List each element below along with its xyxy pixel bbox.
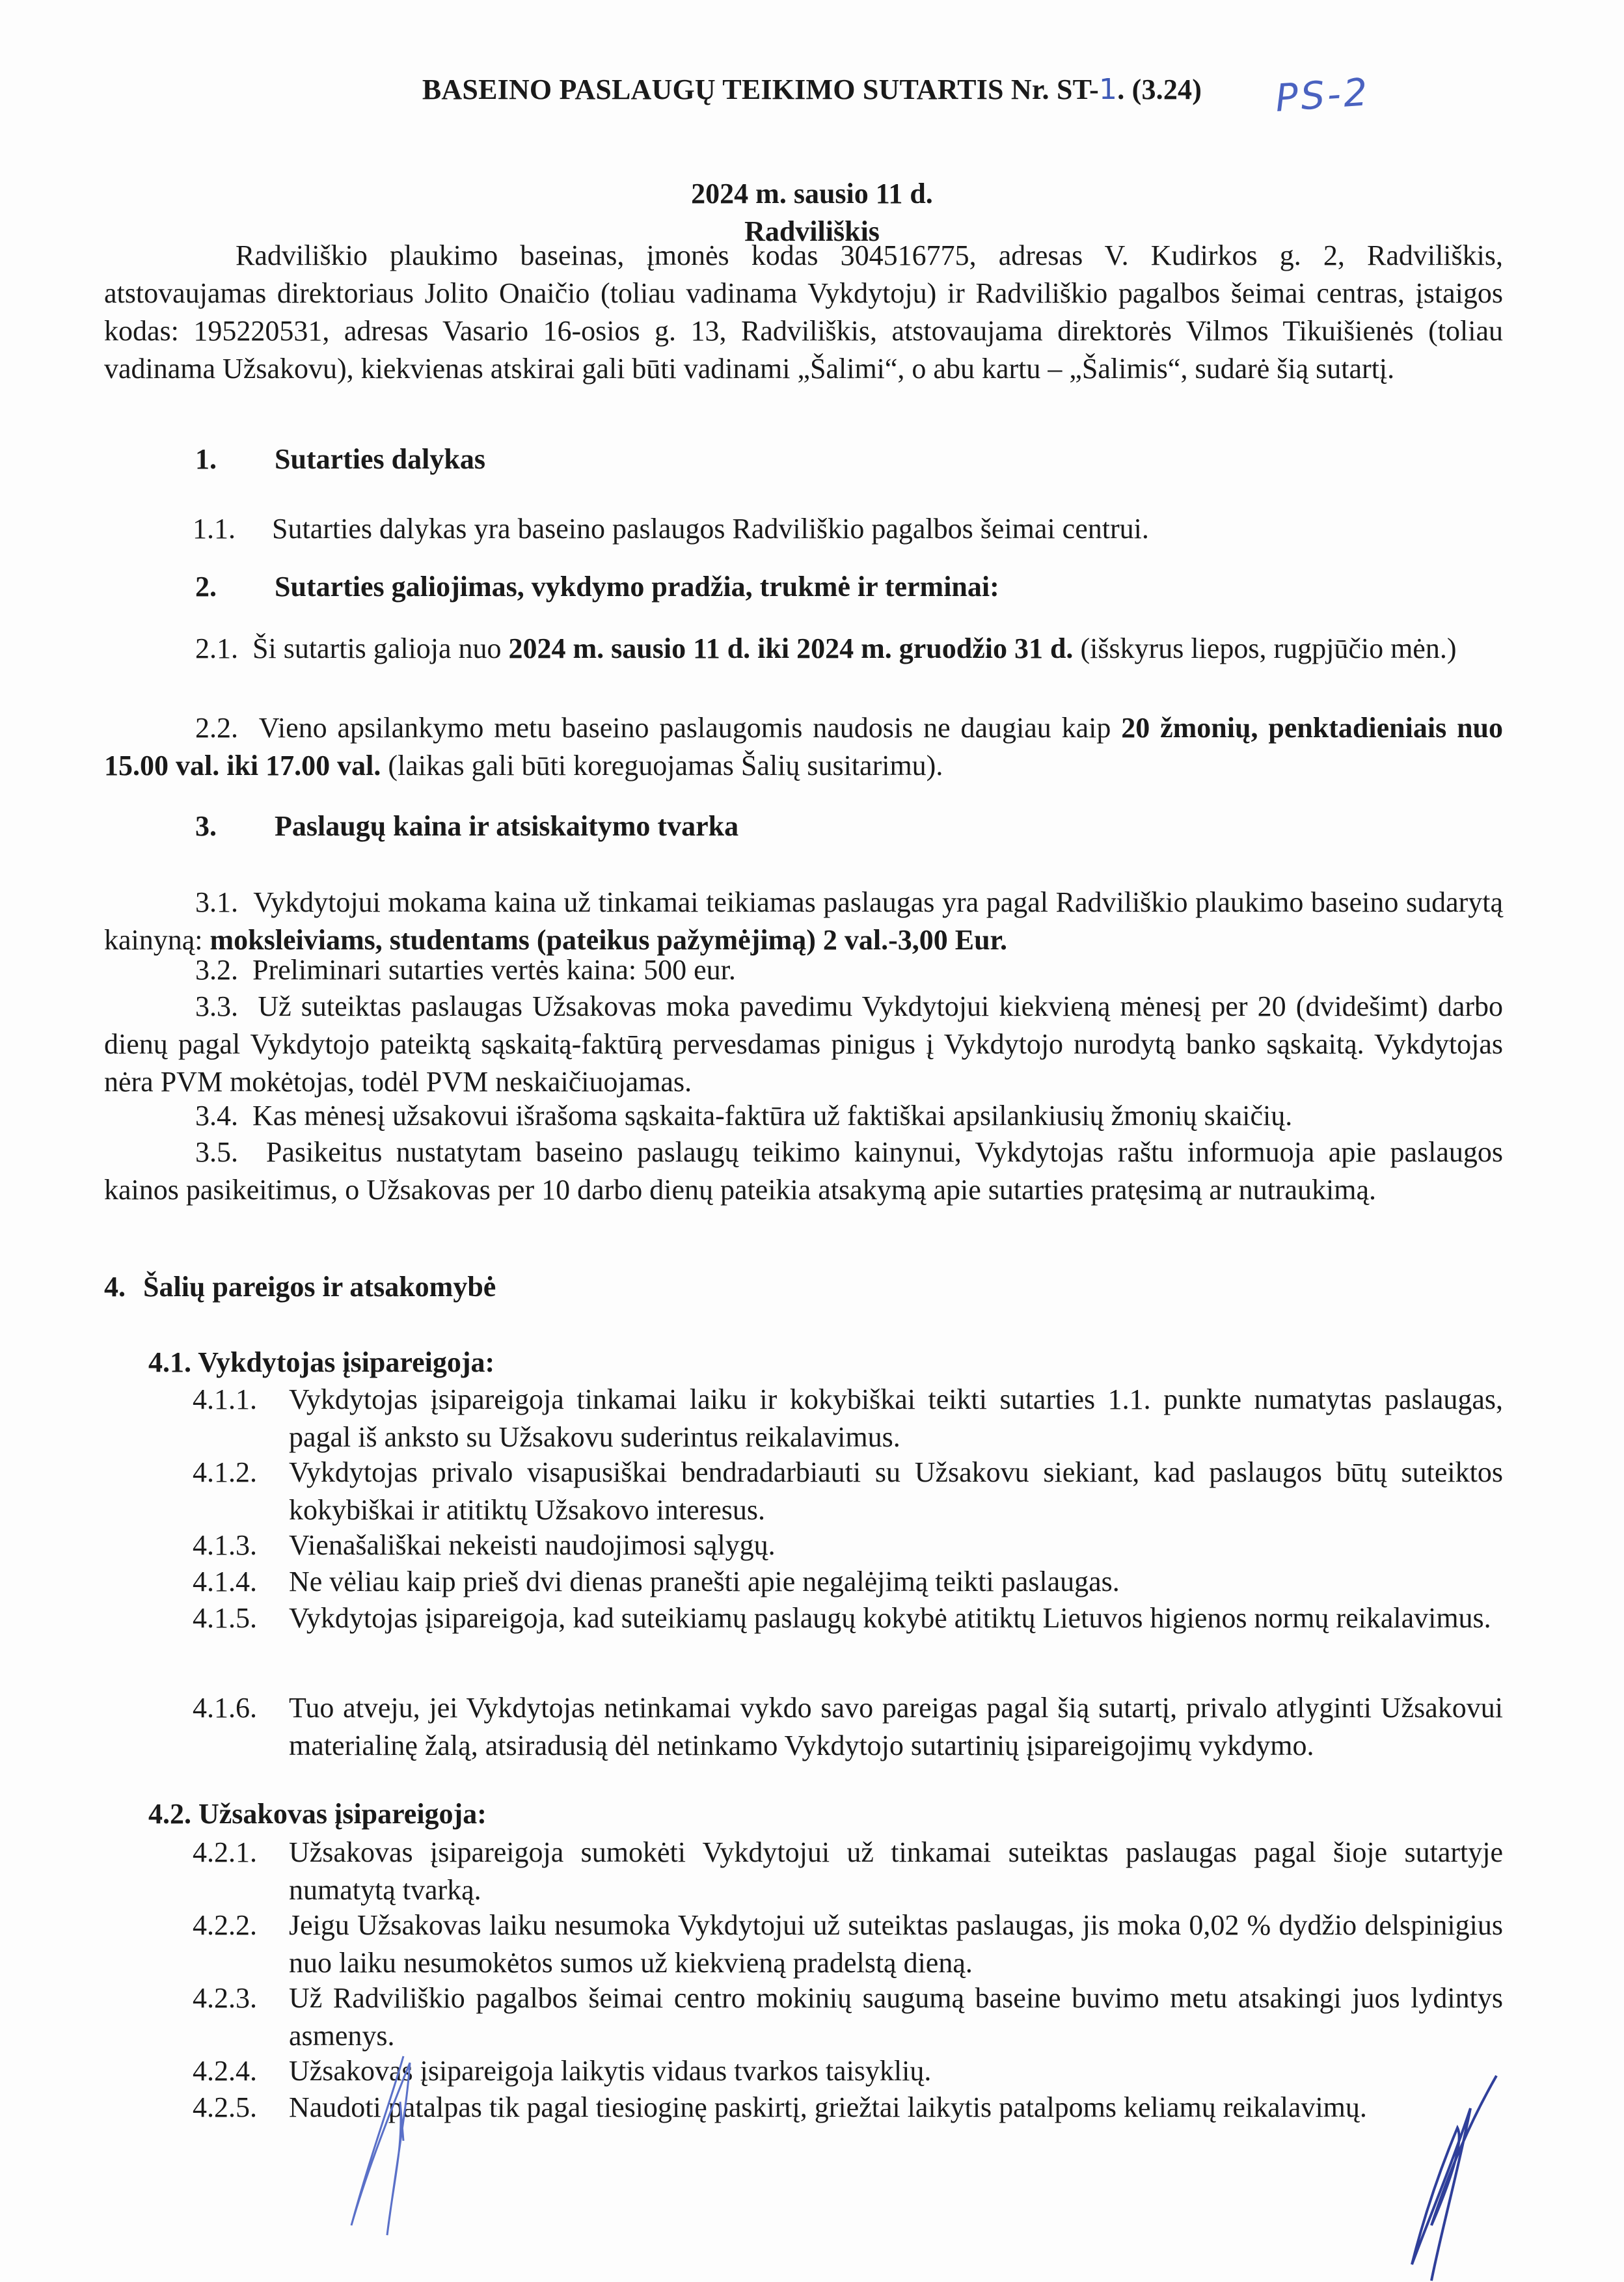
- clause-number: 4.2.5.: [193, 2091, 257, 2123]
- section-title: Paslaugų kaina ir atsiskaitymo tvarka: [275, 810, 739, 842]
- clause-4-1-4: [193, 1563, 1503, 1601]
- clause-text: Pasikeitus nustatytam baseino paslaugų teikimo kainynui, Vykdytojas raštu informuoja apie paslaugos kainos pasikeitimus, o Užsakovas per 10 darbo dienų pateikia atsakymą apie sutarties pratęsimą ar nutraukimą.: [104, 1136, 1504, 1206]
- clause-number: 4.2.2.: [193, 1909, 257, 1941]
- clause-number: 1.1.: [193, 513, 236, 545]
- clause-2-2: [104, 709, 1503, 785]
- clause-4-2-2: [193, 1907, 1503, 1982]
- price-rate: moksleiviams, studentams (pateikus pažymėjimą) 2 val.-3,00 Eur.: [210, 924, 1008, 956]
- section-2-heading: [195, 570, 999, 603]
- section-number: 4.: [104, 1271, 126, 1303]
- clause-text: Vykdytojas privalo visapusiškai bendradarbiauti su Užsakovu siekiant, kad paslaugos būtų suteiktos kokybiškai ir atitiktų Užsakovo interesus.: [289, 1456, 1503, 1526]
- handwritten-note: PS-2: [1273, 70, 1372, 120]
- document-city: Radviliškis: [744, 215, 880, 247]
- clause-text: Vienašališkai nekeisti naudojimosi sąlygų.: [289, 1529, 776, 1561]
- clause-number: 4.1.3.: [193, 1529, 257, 1561]
- clause-4-2-5: [193, 2089, 1503, 2126]
- section-number: 3.: [195, 810, 217, 842]
- clause-3-3: [104, 988, 1503, 1101]
- clause-3-1: [104, 884, 1503, 959]
- section-3-heading: [195, 809, 738, 843]
- clause-number: 4.2.4.: [193, 2055, 257, 2087]
- subsection-4-2-heading: 4.2. Užsakovas įsipareigoja:: [148, 1798, 487, 1830]
- visit-limit: 20 žmonių, penktadieniais nuo 15.00 val. iki 17.00 val.: [104, 712, 1504, 781]
- clause-number: 3.1.: [195, 886, 238, 918]
- clause-text: Užsakovas įsipareigoja sumokėti Vykdytojui už tinkamai suteiktas paslaugas pagal šioje sutartyje numatytą tvarką.: [289, 1836, 1503, 1906]
- clause-text: Užsakovas įsipareigoja laikytis vidaus tvarkos taisyklių.: [289, 2055, 932, 2087]
- clause-number: 4.2.3.: [193, 1982, 257, 2014]
- clause-2-1: [104, 630, 1503, 668]
- clause-4-1-1: [193, 1381, 1503, 1456]
- clause-number: 4.2.1.: [193, 1836, 257, 1868]
- clause-text: Ši sutartis galioja nuo: [252, 632, 509, 664]
- clause-number: 3.3.: [195, 990, 238, 1022]
- section-number: 2.: [195, 571, 217, 603]
- clause-text: Kas mėnesį užsakovui išrašoma sąskaita-faktūra už faktiškai apsilankiusių žmonių skaičių.: [252, 1100, 1293, 1132]
- clause-3-4: [104, 1097, 1503, 1135]
- section-title: Sutarties galiojimas, vykdymo pradžia, trukmė ir terminai:: [275, 571, 999, 603]
- clause-4-1-2: [193, 1454, 1503, 1529]
- title-suffix: . (3.24): [1117, 74, 1202, 105]
- subsection-4-1-heading: 4.1. Vykdytojas įsipareigoja:: [148, 1346, 495, 1378]
- clause-text: Vykdytojui mokama kaina už tinkamai teikiamas paslaugas yra pagal Radviliškio plaukimo baseino sudarytą kainyną:: [104, 886, 1503, 956]
- clause-4-2-3: [193, 1979, 1503, 2055]
- intro-text: Radviliškio plaukimo baseinas, įmonės kodas 304516775, adresas V. Kudirkos g. 2, Radviliškis, atstovaujamas direktoriaus Jolito Onaičio (toliau vadinama Vykdytoju) ir Radviliškio pagalbos šeimai centras, įstaigos kodas: 195220531, adresas Vasario 16-osios g. 13, Radviliškis, atstovaujama direktorės Vilmos Tikuišienės (toliau vadinama Užsakovu), kiekvienas atskirai gali būti vadinami „Šalimi“, o abu kartu – „Šalimis“, sudarė šią sutartį.: [104, 239, 1503, 385]
- clause-text: Vieno apsilankymo metu baseino paslaugomis naudosis ne daugiau kaip: [258, 712, 1122, 744]
- clause-4-1-6: [193, 1689, 1503, 1765]
- section-title: Šalių pareigos ir atsakomybė: [143, 1271, 496, 1303]
- handwritten-contract-number: 1: [1099, 73, 1118, 106]
- clause-3-5: [104, 1134, 1503, 1209]
- document-date: 2024 m. sausio 11 d.: [691, 178, 933, 210]
- clause-4-2-1: [193, 1834, 1503, 1909]
- section-1-heading: [195, 442, 485, 476]
- clause-text: Vykdytojas įsipareigoja tinkamai laiku ir kokybiškai teikti sutarties 1.1. punkte numatytas paslaugas, pagal iš anksto su Užsakovu suderintus reikalavimus.: [289, 1383, 1503, 1453]
- clause-3-2: [104, 951, 1503, 989]
- clause-number: 4.1.2.: [193, 1456, 257, 1488]
- clause-text: Naudoti patalpas tik pagal tiesioginę paskirtį, griežtai laikytis patalpoms keliamų reikalavimų.: [289, 2091, 1367, 2123]
- clause-4-2-4: [193, 2052, 1503, 2090]
- clause-number: 2.1.: [195, 632, 238, 664]
- document-title: [0, 73, 1624, 106]
- clause-text-end: (išskyrus liepos, rugpjūčio mėn.): [1073, 632, 1457, 664]
- clause-text: Sutarties dalykas yra baseino paslaugos Radviliškio pagalbos šeimai centrui.: [272, 513, 1149, 545]
- clause-number: 4.1.1.: [193, 1383, 257, 1415]
- clause-text: Preliminari sutarties vertės kaina: 500 eur.: [252, 954, 736, 986]
- clause-number: 4.1.4.: [193, 1566, 257, 1597]
- clause-text: Ne vėliau kaip prieš dvi dienas pranešti apie negalėjimą teikti paslaugas.: [289, 1566, 1120, 1597]
- clause-4-1-3: [193, 1527, 1503, 1564]
- clause-text: Vykdytojas įsipareigoja, kad suteikiamų paslaugų kokybė atitiktų Lietuvos higienos normų reikalavimus.: [289, 1602, 1491, 1634]
- section-title: Sutarties dalykas: [275, 443, 485, 475]
- clause-number: 3.5.: [195, 1136, 238, 1168]
- clause-number: 4.1.5.: [193, 1602, 257, 1634]
- clause-number: 3.4.: [195, 1100, 238, 1132]
- clause-number: 2.2.: [195, 712, 238, 744]
- clause-text: Tuo atveju, jei Vykdytojas netinkamai vykdo savo pareigas pagal šią sutartį, privalo atlyginti Užsakovui materialinę žalą, atsiradusią dėl netinkamo Vykdytojo sutartinių įsipareigojimų vykdymo.: [289, 1692, 1503, 1761]
- title-text: BASEINO PASLAUGŲ TEIKIMO SUTARTIS Nr. ST-: [422, 74, 1099, 105]
- section-number: 1.: [195, 443, 217, 475]
- clause-number: 4.1.6.: [193, 1692, 257, 1724]
- clause-text-end: (laikas gali būti koreguojamas Šalių susitarimu).: [381, 750, 943, 781]
- clause-text: Jeigu Užsakovas laiku nesumoka Vykdytojui už suteiktas paslaugas, jis moka 0,02 % dydžio delspinigius nuo laiku nesumokėtos sumos už kiekvieną pradelstą dieną.: [289, 1909, 1503, 1979]
- clause-4-1-5: [193, 1599, 1503, 1637]
- intro-paragraph: [104, 237, 1503, 388]
- clause-number: 3.2.: [195, 954, 238, 986]
- clause-1-1: [193, 510, 1503, 548]
- validity-period: 2024 m. sausio 11 d. iki 2024 m. gruodžio 31 d.: [508, 632, 1074, 664]
- clause-text: Už Radviliškio pagalbos šeimai centro mokinių saugumą baseine buvimo metu atsakingi juos lydintys asmenys.: [289, 1982, 1503, 2052]
- section-4-heading: [104, 1270, 496, 1303]
- clause-text: Už suteiktas paslaugas Užsakovas moka pavedimu Vykdytojui kiekvieną mėnesį per 20 (dvidešimt) darbo dienų pagal Vykdytojo pateiktą sąskaitą-faktūrą pervesdamas pinigus į Vykdytojo nurodytą banko sąskaitą. Vykdytojas nėra PVM mokėtojas, todėl PVM neskaičiuojamas.: [104, 990, 1503, 1098]
